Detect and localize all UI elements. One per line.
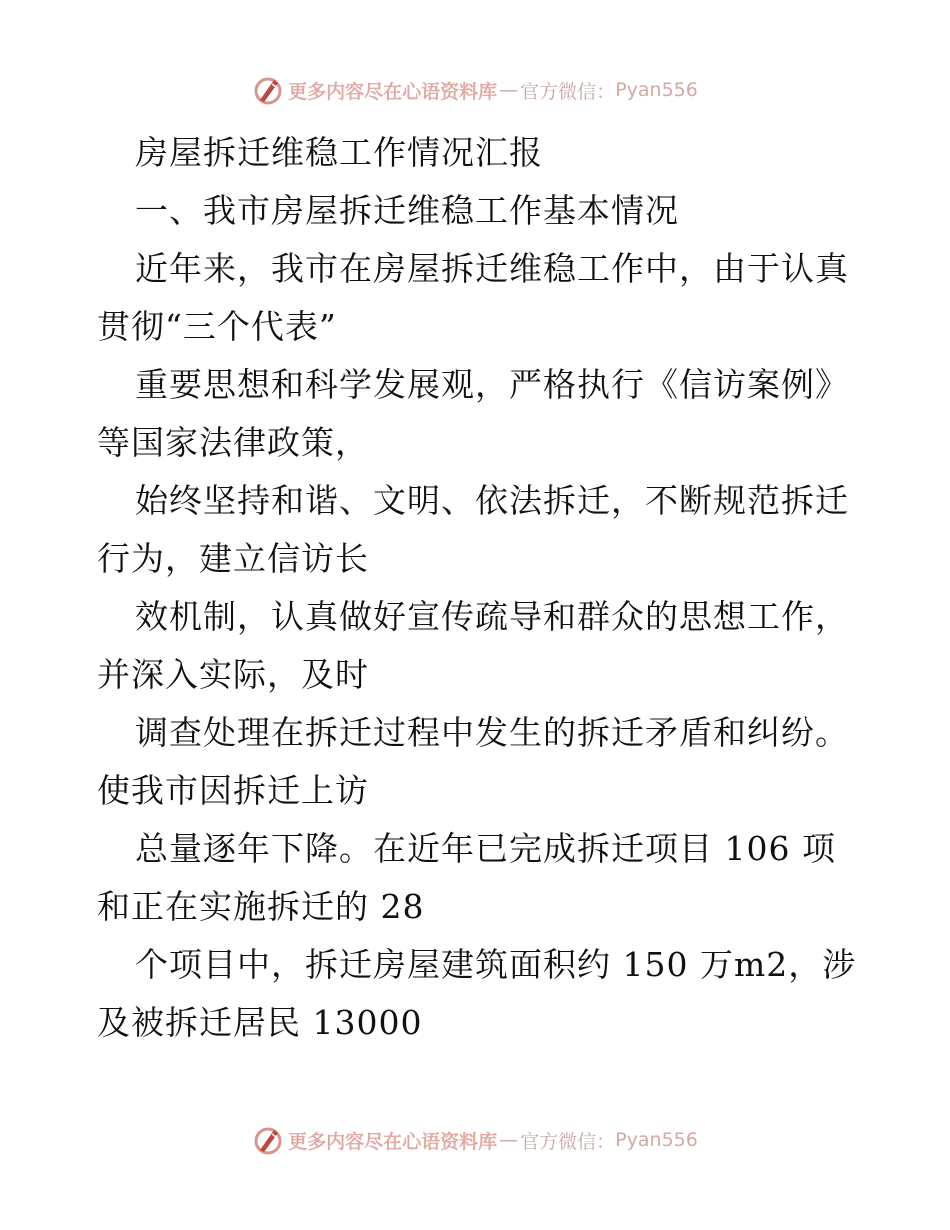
- watermark-account: Pyan556: [615, 1129, 698, 1151]
- quill-logo-icon: [252, 1124, 284, 1156]
- paragraph-line: 调查处理在拆迁过程中发生的拆迁矛盾和纠纷。: [135, 713, 849, 752]
- paragraph-line: 及被拆迁居民 13000: [97, 1003, 423, 1042]
- paragraph-line: 近年来，我市在房屋拆迁维稳工作中，由于认真: [135, 249, 849, 288]
- paragraph-line: 使我市因拆迁上访: [97, 771, 369, 810]
- watermark-main-text: 更多内容尽在心语资料库: [288, 1130, 498, 1153]
- paragraph-line: 个项目中，拆迁房屋建筑面积约 150 万m2，涉: [135, 945, 857, 984]
- watermark-main-text: 更多内容尽在心语资料库: [288, 80, 498, 103]
- paragraph-line: 行为，建立信访长: [97, 539, 369, 578]
- paragraph-line: 效机制，认真做好宣传疏导和群众的思想工作，: [135, 597, 849, 636]
- watermark-label: 官方微信：: [520, 80, 616, 103]
- document-body: [97, 124, 857, 1052]
- paragraph-line: 总量逐年下降。在近年已完成拆迁项目 106 项: [135, 829, 836, 868]
- paragraph-line: 和正在实施拆迁的 28: [97, 887, 425, 926]
- watermark-label: 官方微信：: [520, 1130, 616, 1153]
- watermark-account: Pyan556: [615, 79, 698, 101]
- paragraph-line: 始终坚持和谐、文明、依法拆迁，不断规范拆迁: [135, 481, 849, 520]
- watermark-separator: —: [499, 1129, 519, 1151]
- quill-logo-icon: [252, 74, 284, 106]
- paragraph-line: 贯彻“三个代表”: [97, 307, 337, 346]
- header-watermark: [0, 70, 950, 110]
- paragraph-line: 并深入实际，及时: [97, 655, 369, 694]
- watermark-separator: —: [499, 79, 519, 101]
- footer-watermark: [0, 1120, 950, 1160]
- section-heading: 一、我市房屋拆迁维稳工作基本情况: [135, 191, 679, 230]
- paragraph-line: 等国家法律政策，: [97, 423, 369, 462]
- paragraph-line: 重要思想和科学发展观，严格执行《信访案例》: [135, 365, 849, 404]
- document-title: 房屋拆迁维稳工作情况汇报: [135, 133, 543, 172]
